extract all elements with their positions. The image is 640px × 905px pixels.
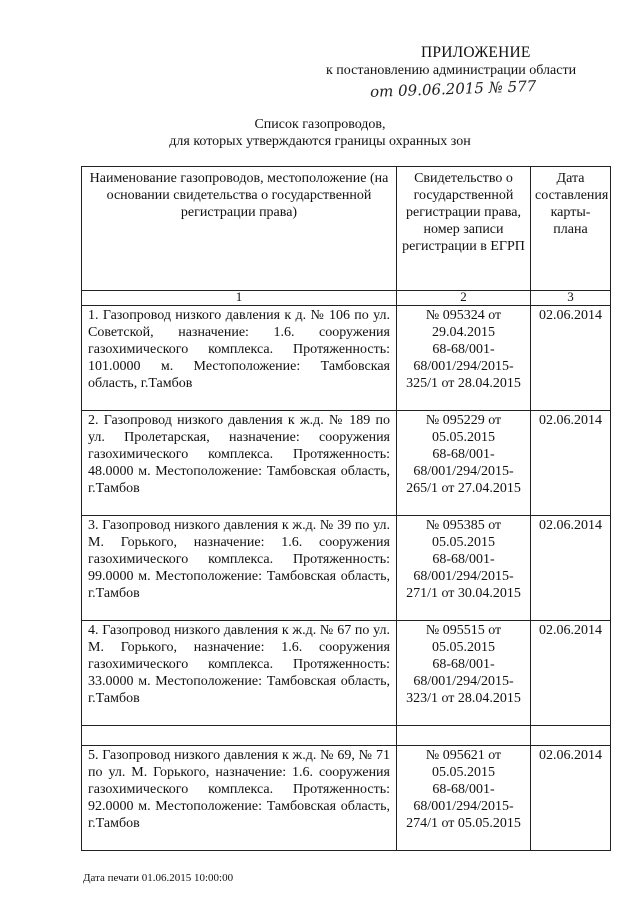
certificate-date: 05.05.2015 [432,640,495,655]
record-number-part-c: 325/1 от 28.04.2015 [406,376,521,391]
certificate-date: 05.05.2015 [432,535,495,550]
registration-info [397,516,531,621]
handwritten-resolution-number: от 09.06.2015 № 577 [369,77,537,101]
pipeline-description: 3. Газопровод низкого давления к ж.д. № 39 по ул. М. Горького, назначение: 1.6. сооружения газохимического комплекса. Протяженность: 99.0000 м. Местоположение: Тамбовская область, г.Тамбов [82,516,397,621]
pipeline-description: 2. Газопровод низкого давления к ж.д. № 189 по ул. Пролетарская, назначение: сооружения газохимического комплекса. Протяженность: 48.0000 м. Местоположение: Тамбовская область, г.Тамбов [82,411,397,516]
registration-info [397,411,531,516]
table-row [82,746,611,851]
certificate-number: № 095229 от [425,413,502,428]
header-registration-certificate: Свидетельство о государственной регистрации права, номер записи регистрации в ЕГРП [397,167,531,291]
column-number: 2 [397,291,531,306]
pipeline-description: 5. Газопровод низкого давления к ж.д. № 69, № 71 по ул. М. Горького, назначение: 1.6. сооружения газохимического комплекса. Протяженность: 92.0000 м. Местоположение: Тамбовская область, г.Тамбов [82,746,397,851]
certificate-number: № 095515 от [425,623,502,638]
pipeline-description: 1. Газопровод низкого давления к д. № 106 по ул. Советской, назначение: 1.6. сооружения газохимического комплекса. Протяженность: 101.0000 м. Местоположение: Тамбовская область, г.Тамбов [82,306,397,411]
record-number-part-a: 68-68/001- [432,552,495,567]
certificate-number: № 095621 от [425,748,502,763]
registration-info [397,621,531,726]
record-number-part-a: 68-68/001- [432,657,495,672]
header-name-location: Наименование газопроводов, местоположение (на основании свидетельства о государственной регистрации права) [82,167,397,291]
gap-cell [531,726,611,746]
table-row [82,516,611,621]
certificate-date: 05.05.2015 [432,430,495,445]
resolution-reference: к постановлению администрации области [326,63,577,78]
certificate-date: 29.04.2015 [432,325,495,340]
table-header-row [82,167,611,291]
column-numbers-row [82,291,611,306]
gap-cell [82,726,397,746]
table-row [82,306,611,411]
header-plan-date: Дата составления карты-плана [531,167,611,291]
record-number-part-b: 68/001/294/2015- [413,674,514,689]
record-number-part-b: 68/001/294/2015- [413,569,514,584]
column-number: 3 [531,291,611,306]
gas-pipelines-table [81,166,611,851]
plan-date: 02.06.2014 [531,621,611,726]
record-number-part-a: 68-68/001- [432,342,495,357]
record-number-part-c: 323/1 от 28.04.2015 [406,691,521,706]
list-title-line-1: Список газопроводов, [254,117,386,132]
record-number-part-a: 68-68/001- [432,447,495,462]
certificate-number: № 095324 от [425,308,502,323]
pipeline-description: 4. Газопровод низкого давления к ж.д. № 67 по ул. М. Горького, назначение: 1.6. сооружения газохимического комплекса. Протяженность: 33.0000 м. Местоположение: Тамбовская область, г.Тамбов [82,621,397,726]
registration-info [397,746,531,851]
certificate-number: № 095385 от [425,518,502,533]
table-row [82,621,611,726]
record-number-part-c: 271/1 от 30.04.2015 [406,586,521,601]
table-row [82,411,611,516]
plan-date: 02.06.2014 [531,516,611,621]
plan-date: 02.06.2014 [531,306,611,411]
list-title [0,116,640,150]
record-number-part-c: 265/1 от 27.04.2015 [406,481,521,496]
record-number-part-b: 68/001/294/2015- [413,359,514,374]
plan-date: 02.06.2014 [531,411,611,516]
plan-date: 02.06.2014 [531,746,611,851]
column-number: 1 [82,291,397,306]
print-date: Дата печати 01.06.2015 10:00:00 [83,872,234,884]
record-number-part-c: 274/1 от 05.05.2015 [406,816,521,831]
registration-info [397,306,531,411]
gap-cell [397,726,531,746]
record-number-part-b: 68/001/294/2015- [413,799,514,814]
certificate-date: 05.05.2015 [432,765,495,780]
page-break-gap [82,726,611,746]
record-number-part-b: 68/001/294/2015- [413,464,514,479]
record-number-part-a: 68-68/001- [432,782,495,797]
list-title-line-2: для которых утверждаются границы охранных зон [169,134,471,149]
appendix-title: ПРИЛОЖЕНИЕ [421,44,531,61]
